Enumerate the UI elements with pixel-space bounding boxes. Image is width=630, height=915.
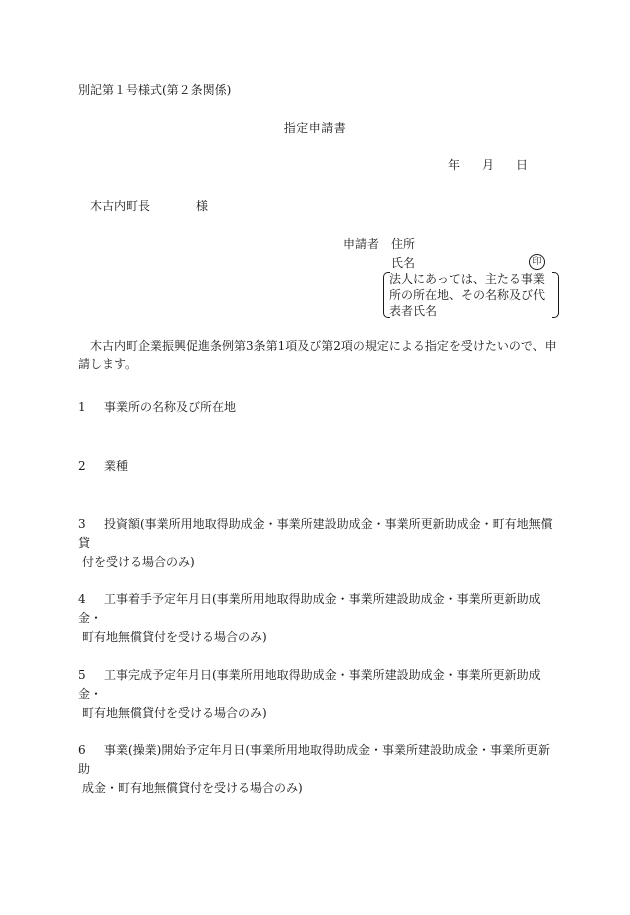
item-text-continued: 付を受ける場合のみ) xyxy=(82,555,195,569)
item-text: 工事完成予定年月日(事業所用地取得助成金・事業所建設助成金・事業所更新助成金・ xyxy=(78,668,541,701)
list-item xyxy=(78,515,558,572)
item-number: 5 xyxy=(78,668,86,682)
form-number: 別記第１号様式(第２条関係) xyxy=(78,83,232,97)
item-number: 1 xyxy=(78,400,86,414)
right-bracket xyxy=(552,272,559,318)
item-text: 事業所の名称及び所在地 xyxy=(104,400,237,414)
list-item xyxy=(78,457,558,476)
item-number: 6 xyxy=(78,743,86,757)
application-statement: 木古内町企業振興促進条例第3条第1項及び第2項の規定による指定を受けたいので、申請します。 xyxy=(78,339,557,371)
date-day-label: 日 xyxy=(516,158,529,172)
item-text: 工事着手予定年月日(事業所用地取得助成金・事業所建設助成金・事業所更新助成金・ xyxy=(78,592,541,625)
item-number: 4 xyxy=(78,592,86,606)
applicant-label: 申請者 xyxy=(343,237,380,251)
item-number: 3 xyxy=(78,517,86,531)
applicant-name-label: 氏名 xyxy=(391,256,416,270)
list-item xyxy=(78,398,558,417)
addressee-honorific: 様 xyxy=(196,199,209,213)
date-year-label: 年 xyxy=(448,158,461,172)
list-item xyxy=(78,666,558,723)
corporate-note xyxy=(383,269,559,319)
document-title: 指定申請書 xyxy=(283,121,347,135)
addressee-name: 木古内町長 xyxy=(90,199,151,213)
list-item xyxy=(78,741,558,798)
item-text-continued: 町有地無償貸付を受ける場合のみ) xyxy=(82,630,267,644)
item-number: 2 xyxy=(78,459,86,473)
date-month-label: 月 xyxy=(482,158,495,172)
list-item xyxy=(78,590,558,647)
item-text: 業種 xyxy=(104,459,129,473)
applicant-address-label: 住所 xyxy=(391,237,416,251)
item-text-continued: 町有地無償貸付を受ける場合のみ) xyxy=(82,706,267,720)
item-text: 事業(操業)開始予定年月日(事業所用地取得助成金・事業所建設助成金・事業所更新助 xyxy=(78,743,551,776)
item-text-continued: 成金・町有地無償貸付を受ける場合のみ) xyxy=(82,781,303,795)
seal-mark: 印 xyxy=(529,254,545,270)
addressee xyxy=(90,199,208,213)
item-text: 投資額(事業所用地取得助成金・事業所建設助成金・事業所更新助成金・町有地無償貸 xyxy=(78,517,553,550)
corporate-note-text: 法人にあっては、主たる事業所の所在地、その名称及び代表者氏名 xyxy=(389,272,546,318)
date-line xyxy=(448,158,528,172)
